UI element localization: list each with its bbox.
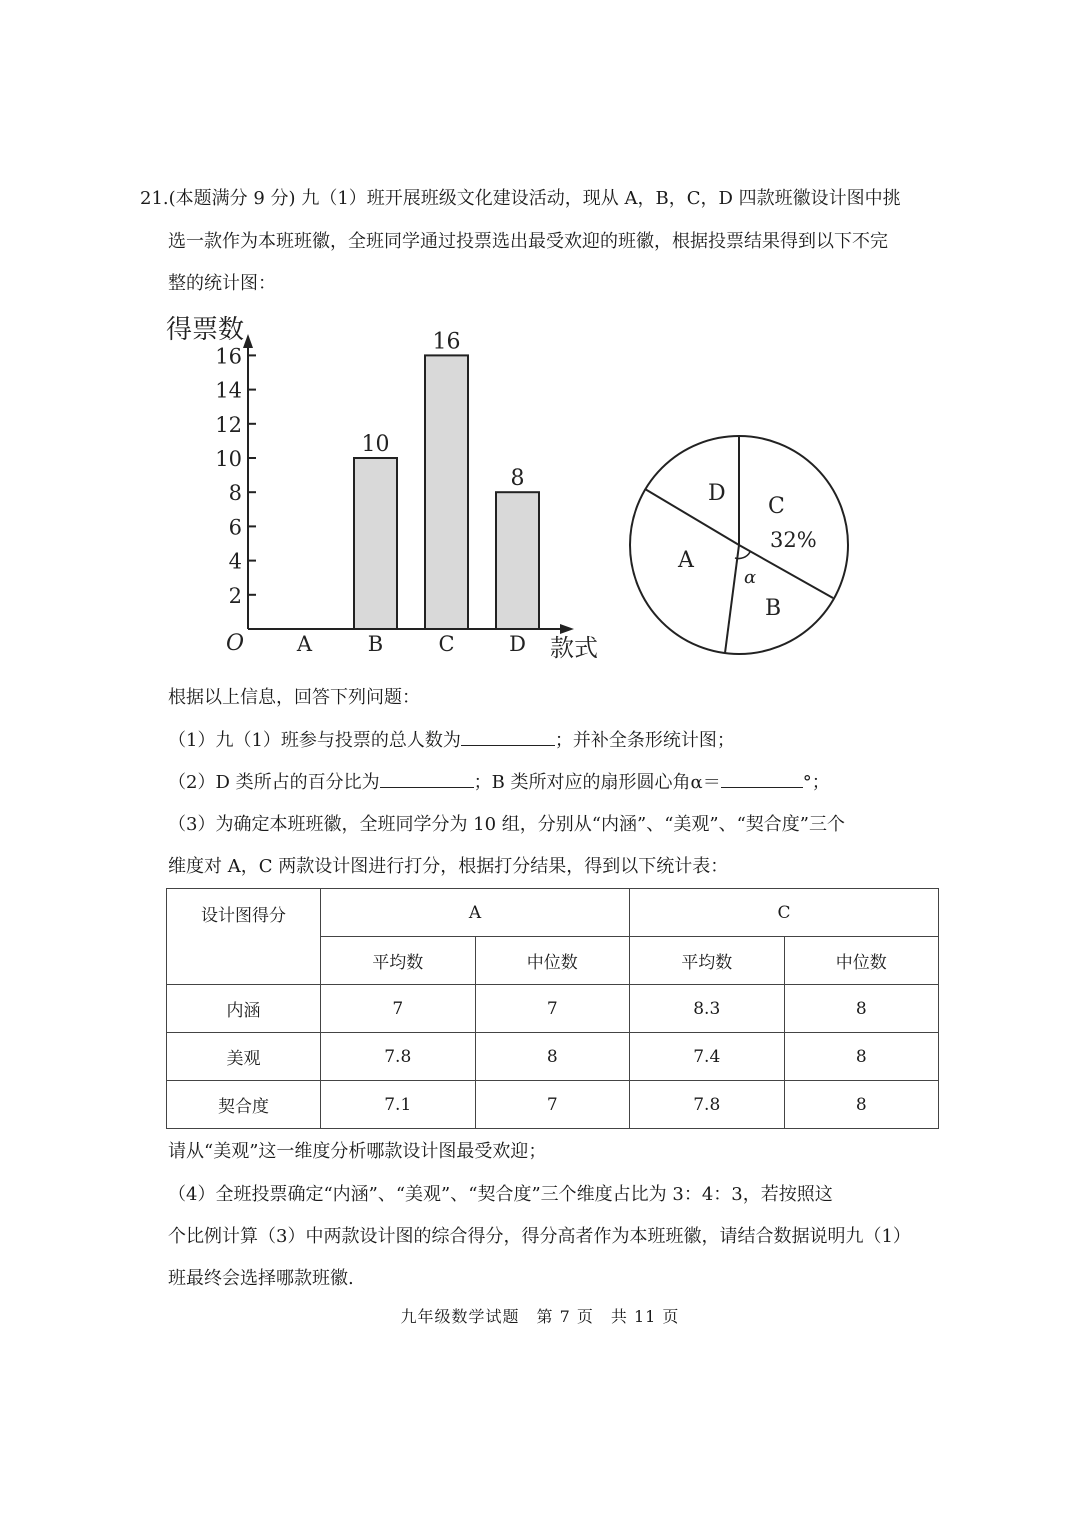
x-tick-label: C bbox=[438, 632, 455, 656]
x-tick-label: D bbox=[509, 632, 526, 656]
table-row bbox=[167, 1033, 939, 1081]
question-number: 21. bbox=[140, 188, 169, 209]
x-tick-label: A bbox=[296, 632, 313, 656]
table-cell: 8 bbox=[784, 985, 939, 1033]
table-cell: 7 bbox=[475, 1081, 630, 1129]
pie-chart bbox=[620, 425, 860, 665]
table-group-a: A bbox=[321, 889, 630, 937]
question-2 bbox=[168, 769, 830, 796]
table-cell: 7 bbox=[475, 985, 630, 1033]
questions-intro: 根据以上信息，回答下列问题： bbox=[168, 687, 420, 708]
q4-line-3: 班最终会选择哪款班徽. bbox=[168, 1268, 354, 1289]
q2-answer-blank-2 bbox=[721, 769, 803, 788]
x-axis-arrow bbox=[560, 624, 574, 634]
table-subheader: 中位数 bbox=[475, 937, 630, 985]
question-1 bbox=[168, 727, 735, 754]
table-cell: 7.1 bbox=[321, 1081, 476, 1129]
y-tick-label: 6 bbox=[228, 515, 242, 540]
table-cell: 7.8 bbox=[630, 1081, 785, 1129]
x-tick-label: B bbox=[367, 632, 384, 656]
y-axis-label: 得票数 bbox=[166, 315, 245, 345]
table-corner-header: 设计图得分 bbox=[167, 889, 321, 985]
row-label: 契合度 bbox=[167, 1081, 321, 1129]
pie-divider-ba bbox=[725, 545, 739, 653]
q3-line-2: 维度对 A，C 两款设计图进行打分，根据打分结果，得到以下统计表： bbox=[168, 856, 729, 877]
table-cell: 7 bbox=[321, 985, 476, 1033]
table-cell: 8 bbox=[475, 1033, 630, 1081]
table-cell: 8 bbox=[784, 1081, 939, 1129]
table-subheader: 平均数 bbox=[321, 937, 476, 985]
score-note: (本题满分 9 分) bbox=[168, 188, 296, 209]
q4-line-2: 个比例计算（3）中两款设计图的综合得分，得分高者作为本班班徽，请结合数据说明九（1） bbox=[168, 1226, 911, 1247]
q2-text-middle: ；B 类所对应的扇形圆心角α＝ bbox=[473, 772, 721, 793]
q3-line-1: （3）为确定本班班徽，全班同学分为 10 组，分别从“内涵”、“美观”、“契合度”三个 bbox=[168, 814, 846, 835]
q1-text: （1）九（1）班参与投票的总人数为 bbox=[168, 730, 461, 751]
y-tick-label: 10 bbox=[215, 447, 242, 471]
y-tick-label: 12 bbox=[215, 412, 242, 437]
data-label: 8 bbox=[510, 466, 525, 492]
intro-line-3: 整的统计图： bbox=[168, 273, 276, 294]
data-label: 10 bbox=[361, 432, 390, 457]
pie-label-d: D bbox=[708, 481, 726, 506]
bar-B bbox=[354, 458, 397, 629]
score-table bbox=[166, 888, 939, 1129]
page-footer: 九年级数学试题 第 7 页 共 11 页 bbox=[400, 1307, 680, 1326]
y-tick-label: 8 bbox=[228, 481, 242, 506]
bar-D bbox=[496, 492, 539, 629]
q1-text-after: ；并补全条形统计图； bbox=[554, 730, 735, 751]
pie-label-a: A bbox=[678, 548, 694, 573]
intro-line-2: 选一款作为本班班徽，全班同学通过投票选出最受欢迎的班徽，根据投票结果得到以下不完 bbox=[168, 231, 888, 252]
intro-line-1: 九（1）班开展班级文化建设活动，现从 A，B，C，D 四款班徽设计图中挑 bbox=[301, 188, 901, 209]
bar-chart bbox=[160, 308, 620, 668]
pie-angle-alpha: α bbox=[744, 567, 757, 588]
table-cell: 8.3 bbox=[630, 985, 785, 1033]
y-tick-label: 16 bbox=[215, 344, 242, 369]
question-header bbox=[140, 186, 901, 212]
table-group-c: C bbox=[630, 889, 939, 937]
data-label: 16 bbox=[432, 329, 461, 355]
x-axis-label: 款式 bbox=[550, 634, 598, 662]
q2-answer-blank-1 bbox=[380, 769, 474, 788]
y-tick-label: 4 bbox=[228, 549, 242, 574]
q2-text-after: °； bbox=[802, 772, 830, 793]
table-cell: 8 bbox=[784, 1033, 939, 1081]
pie-label-b: B bbox=[765, 596, 782, 621]
row-label: 内涵 bbox=[167, 985, 321, 1033]
table-row bbox=[167, 1081, 939, 1129]
q2-text: （2）D 类所占的百分比为 bbox=[168, 772, 380, 793]
pie-percent-c: 32% bbox=[770, 528, 817, 552]
table-cell: 7.8 bbox=[321, 1033, 476, 1081]
table-cell: 7.4 bbox=[630, 1033, 785, 1081]
q3-tail: 请从“美观”这一维度分析哪款设计图最受欢迎； bbox=[168, 1141, 547, 1162]
table-subheader: 中位数 bbox=[784, 937, 939, 985]
bar-C bbox=[425, 355, 468, 629]
y-axis-arrow bbox=[243, 334, 253, 348]
row-label: 美观 bbox=[167, 1033, 321, 1081]
table-subheader: 平均数 bbox=[630, 937, 785, 985]
y-tick-label: 14 bbox=[215, 378, 242, 403]
y-tick-label: 2 bbox=[228, 583, 242, 608]
q4-line-1: （4）全班投票确定“内涵”、“美观”、“契合度”三个维度占比为 3：4：3，若按照这 bbox=[168, 1184, 833, 1205]
table-row bbox=[167, 985, 939, 1033]
q1-answer-blank bbox=[461, 727, 555, 746]
pie-label-c: C bbox=[768, 494, 785, 519]
origin-label: O bbox=[226, 631, 245, 656]
